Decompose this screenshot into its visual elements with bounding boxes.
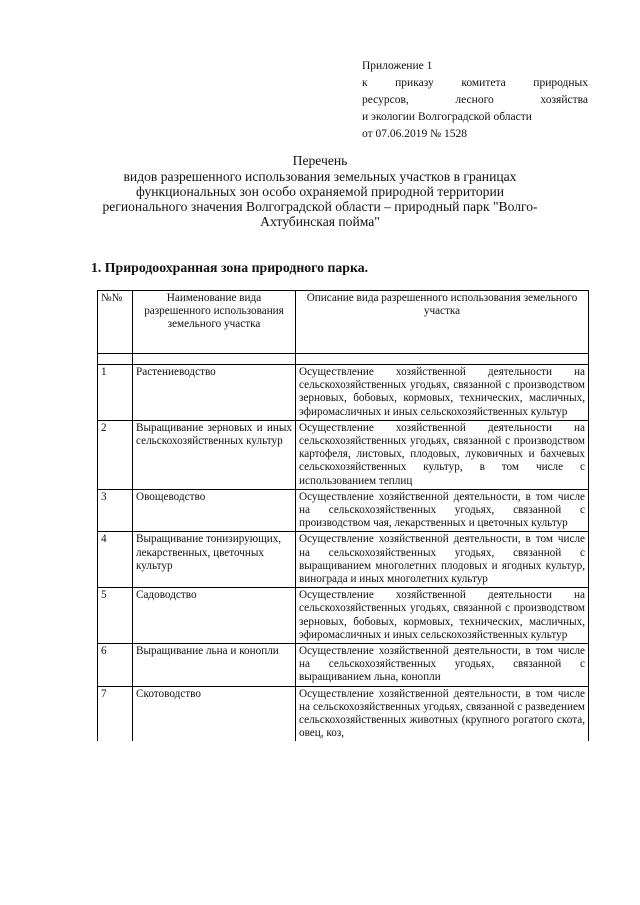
cell-num: 1	[98, 365, 133, 421]
header-name: Наименование вида разрешенного использования земельного участка	[133, 291, 296, 354]
cell-name: Выращивание льна и конопли	[133, 644, 296, 687]
table-row	[98, 420, 589, 489]
table-row	[98, 365, 589, 421]
land-use-table	[97, 290, 589, 741]
appendix-line: ресурсов, лесного хозяйства	[362, 94, 588, 106]
table-row	[98, 532, 589, 588]
cell-name: Выращивание тонизирующих, лекарственных, цветочных культур	[133, 532, 296, 588]
cell-desc: Осуществление хозяйственной деятельности, в том числе на сельскохозяйственных угодьях, связанной с выращиванием льна, конопли	[296, 644, 589, 687]
table-spacer-row	[98, 354, 589, 365]
table-header-row	[98, 291, 589, 354]
cell-num: 5	[98, 588, 133, 644]
cell-name: Растениеводство	[133, 365, 296, 421]
header-desc: Описание вида разрешенного использования земельного участка	[296, 291, 589, 354]
cell-desc: Осуществление хозяйственной деятельности, в том числе на сельскохозяйственных угодьях, связанной с выращиванием многолетних плодовых и ягодных культур, винограда и иных многолетних культур	[296, 532, 589, 588]
cell-desc: Осуществление хозяйственной деятельности на сельскохозяйственных угодьях, связанной с производством картофеля, листовых, плодовых, луковичных и бахчевых сельскохозяйственных культур, в том числе с использованием теплиц	[296, 420, 589, 489]
cell-num: 4	[98, 532, 133, 588]
appendix-line: к приказу комитета природных	[362, 77, 588, 89]
cell-num: 6	[98, 644, 133, 687]
table-row	[98, 644, 589, 687]
cell-name: Скотоводство	[133, 686, 296, 741]
appendix-line: и экологии Волгоградской области	[362, 111, 532, 123]
title-subtitle: видов разрешенного использования земельных участков в границах функциональных зон особо охраняемой природной территории регионального значения Волгоградской области – природный парк "Волго-Ахтубинская пойма"	[102, 169, 538, 229]
appendix-line: от 07.06.2019 № 1528	[362, 128, 467, 140]
cell-desc: Осуществление хозяйственной деятельности, в том числе на сельскохозяйственных угодьях, связанной с производством чая, лекарственных и цветочных культур	[296, 489, 589, 532]
table-row	[98, 588, 589, 644]
cell-num: 7	[98, 686, 133, 741]
table-row	[98, 686, 589, 741]
cell-num: 3	[98, 489, 133, 532]
cell-name: Садоводство	[133, 588, 296, 644]
appendix-block	[362, 58, 588, 143]
cell-name: Овощеводство	[133, 489, 296, 532]
document-title	[100, 153, 540, 229]
appendix-line: Приложение 1	[362, 60, 433, 72]
cell-name: Выращивание зерновых и иных сельскохозяйственных культур	[133, 420, 296, 489]
cell-num: 2	[98, 420, 133, 489]
section-heading: 1. Природоохранная зона природного парка.	[91, 260, 369, 275]
cell-desc: Осуществление хозяйственной деятельности, в том числе на сельскохозяйственных угодьях, связанной с разведением сельскохозяйственных животных (крупного рогатого скота, овец, коз,	[296, 686, 589, 741]
cell-desc: Осуществление хозяйственной деятельности на сельскохозяйственных угодьях, связанной с производством зерновых, бобовых, кормовых, технических, масличных, эфиромасличных и иных сельскохозяйственных культур	[296, 588, 589, 644]
title-heading: Перечень	[292, 153, 348, 168]
table-row	[98, 489, 589, 532]
cell-desc: Осуществление хозяйственной деятельности на сельскохозяйственных угодьях, связанной с производством зерновых, бобовых, кормовых, технических, масличных, эфиромасличных и иных сельскохозяйственных культур	[296, 365, 589, 421]
header-num: №№	[98, 291, 133, 354]
